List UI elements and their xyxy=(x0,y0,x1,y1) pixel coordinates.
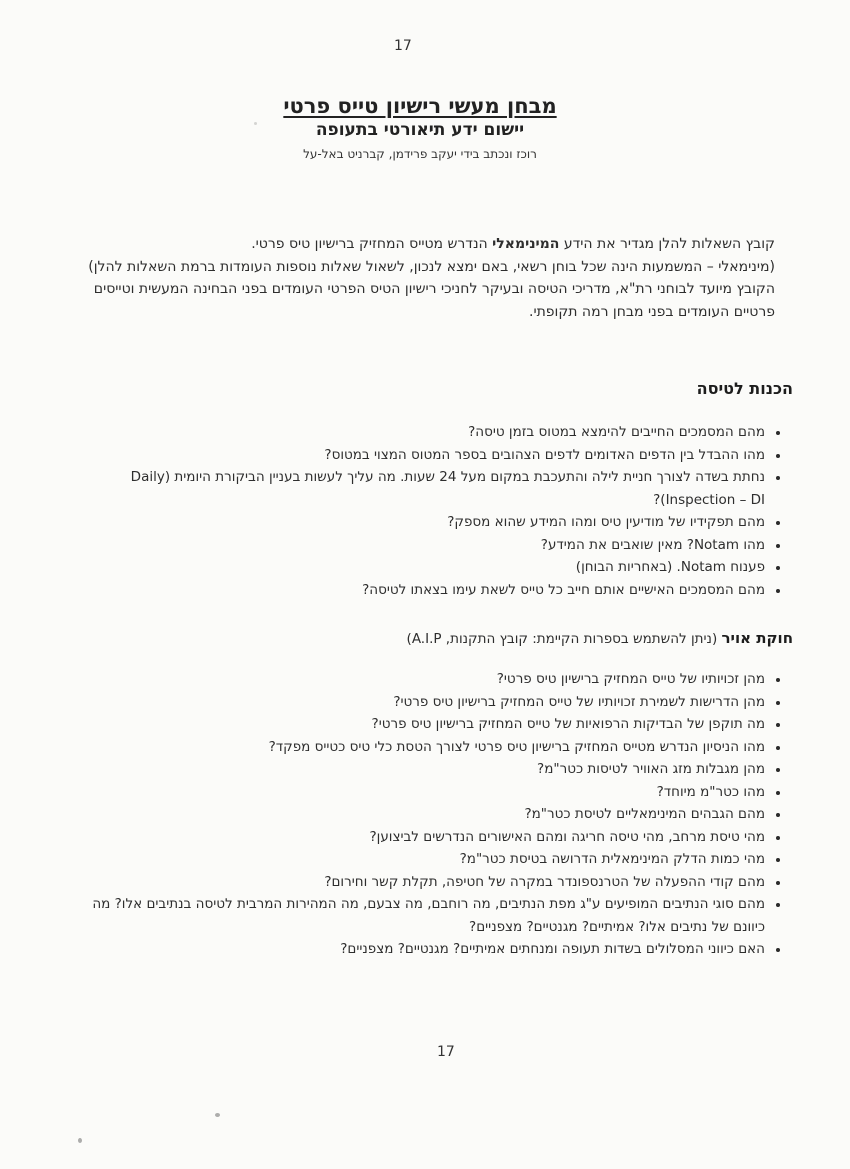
question-item: • מהם הגבהים המינימאליים לטיסת כטר"מ? xyxy=(60,803,766,826)
document-subtitle: יישום ידע תיאורטי בתעופה xyxy=(315,120,525,140)
question-item: • מהם המסמכים האישיים אותם חייב כל טייס לשאת עימו בצאתו לטיסה? xyxy=(60,579,766,602)
intro-paragraph-3: הקובץ מיועד לבוחני רת"א, מדריכי הטיסה ובעיקר לחניכי רישיון הטיס הפרטי העומדים בפני הבחינה המעשית וטייסים פרטיים העומדים בפני מבחן רמה תקופתי. xyxy=(93,281,775,320)
scan-speck xyxy=(78,1138,82,1143)
scan-speck xyxy=(254,122,257,125)
intro-p1-text: קובץ השאלות להלן מגדיר את הידע xyxy=(559,236,775,252)
question-item: • מהו ההבדל בין הדפים האדומים לדפים הצהובים בספר המטוס המצוי במטוס? xyxy=(60,444,766,467)
question-item: • מהי כמות הדלק המינימאלית הדרושה בטיסת כטר"מ? xyxy=(60,848,766,871)
question-item: • מהם קודי ההפעלה של הטרנספונדר במקרה של חטיפה, תקלת קשר וחירום? xyxy=(60,871,766,894)
document-header xyxy=(0,94,840,161)
intro-p1-bold-word: המינימאלי xyxy=(492,236,560,252)
page-number-top: 17 xyxy=(394,38,412,54)
page-number-bottom: 17 xyxy=(437,1044,455,1060)
question-item: • מהו הניסיון הנדרש מטייס המחזיק ברישיון טיס פרטי לצורך הטסת כלי טיס כטייס מפקד? xyxy=(60,736,766,759)
section-heading-air-law xyxy=(60,629,793,647)
questions-list-air-law xyxy=(60,668,780,961)
intro-paragraphs xyxy=(85,233,775,323)
question-item: • מהם תפקידיו של מודיעין טיס ומהו המידע שהוא מספק? xyxy=(60,511,766,534)
air-law-heading-note: (ניתן להשתמש בספרות הקיימת: קובץ התקנות, A.I.P) xyxy=(406,631,722,647)
question-item: • מה תוקפן של הבדיקות הרפואיות של טייס המחזיק ברישיון טיס פרטי? xyxy=(60,713,766,736)
section-heading-flight-preparations: הכנות לטיסה xyxy=(696,379,793,398)
intro-paragraph-1 xyxy=(85,233,775,256)
intro-p1-text-end: הנדרש מטייס המחזיק ברישיון טיס פרטי. xyxy=(251,236,493,252)
air-law-heading-label: חוקת אויר xyxy=(721,629,793,647)
question-item: • מהו כטר"מ מיוחד? xyxy=(60,781,766,804)
question-item: • מהן מגבלות מזג האוויר לטיסות כטר"מ? xyxy=(60,758,766,781)
question-item: • מהם המסמכים החייבים להימצא במטוס בזמן טיסה? xyxy=(60,421,766,444)
intro-paragraph-2: (מינימאלי – המשמעות הינה שכל בוחן רשאי, באם ימצא לנכון, לשאול שאלות נוספות העומדות ברמת השאלות להלן) xyxy=(88,258,775,275)
question-item: • מהן הדרישות לשמירת זכויותיו של טייס המחזיק ברישיון טיס פרטי? xyxy=(60,691,766,714)
question-item: • האם כיווני המסלולים בשדות תעופה ומנחתים אמיתיים? מגנטיים? מצפניים? xyxy=(60,938,766,961)
document-byline: רוכז ונכתב בידי יעקב פרידמן, קברניט באל-על xyxy=(303,147,537,161)
question-item: • פענוח Notam. (באחריות הבוחן) xyxy=(60,556,766,579)
scan-speck xyxy=(215,1113,220,1117)
document-title: מבחן מעשי רישיון טייס פרטי xyxy=(283,94,557,118)
questions-list-flight-preparations xyxy=(60,421,780,601)
question-item: • מהו Notam? מאין שואבים את המידע? xyxy=(60,534,766,557)
question-item: • מהם סוגי הנתיבים המופיעים ע"ג מפת הנתיבים, מה רוחבם, מה צבעם, מה המהירות המרבית לטיסה בנתיבים אלו? מה כיוונם של נתיבים אלו? אמיתיים? מגנטיים? מצפניים? xyxy=(60,893,766,938)
question-item: • מהי טיסת מרחב, מהי טיסה חריגה ומהם האישורים הנדרשים לביצוען? xyxy=(60,826,766,849)
question-item: • מהן זכויותיו של טייס המחזיק ברישיון טיס פרטי? xyxy=(60,668,766,691)
question-item: • נחתת בשדה לצורך חניית לילה והתעכבת במקום מעל 24 שעות. מה עליך לעשות בעניין הביקורת היומית (Daily Inspection – DI)? xyxy=(60,466,766,511)
